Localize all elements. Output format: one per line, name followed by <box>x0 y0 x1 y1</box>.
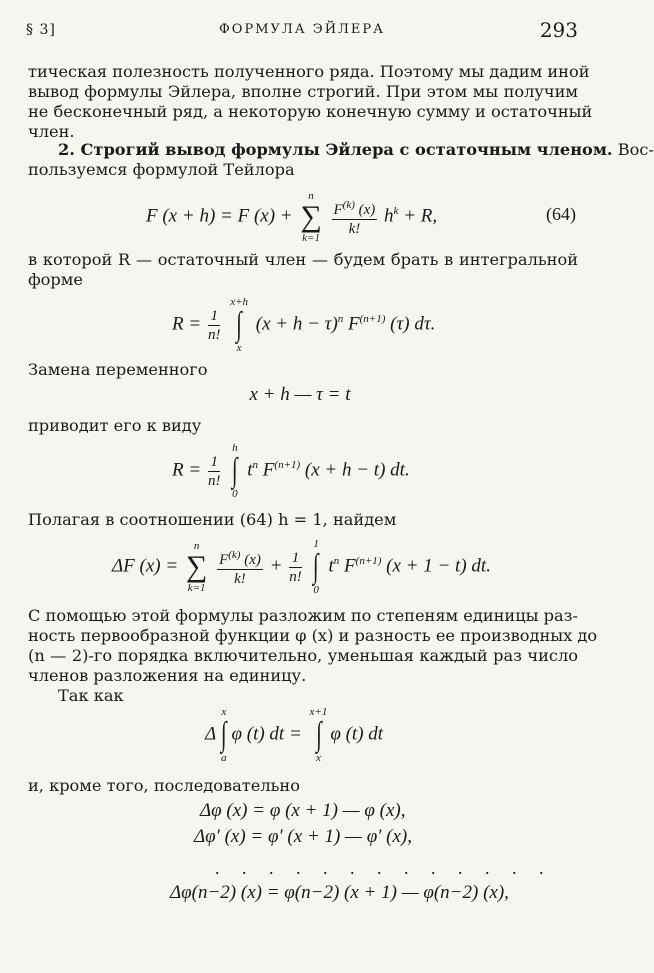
paragraph-since: Так как <box>58 686 124 705</box>
paragraph-intro: тическая полезность полученного ряда. Поэтому мы дадим иной вывод формулы Эйлера, вполне строгий. При этом мы получим не бесконечный ряд, а некоторую конечную сумму и остаточный член. <box>28 62 593 141</box>
paragraph-section-2: 2. Строгий вывод формулы Эйлера с остаточным членом. Вос- пользуемся формулой Тейлора <box>28 140 654 179</box>
paragraph-expansion: С помощью этой формулы разложим по степеням единицы раз- ность первообразной функции φ (x) и разность ее производных до (n — 2)-го порядка включительно, уменьшая каждый раз число членов разложения на единицу. <box>28 606 598 685</box>
section-heading: 2. Строгий вывод формулы Эйлера с остаточным членом. <box>58 140 613 159</box>
equation-delta-f: ΔF (x) = n ∑ k=1 $\frac{F^{(k)} (x)}{k!}$ + $\frac{1}{n!}$ 1 ∫ 0 $t^n$ $F^{(n+1)}$ (x + 1 − t) dt. <box>112 538 491 596</box>
equation-delta-integral: Δ x ∫ a φ (t) dt = x+1 ∫ x φ (t) dt <box>205 706 384 764</box>
equation-phi-n-minus-2-difference: Δφ(n−2) (x) = φ(n−2) (x + 1) — φ(n−2) (x), <box>170 882 509 903</box>
equation-ellipsis: . . . . . . . . . . . . . <box>215 858 553 878</box>
equation-phi-prime-difference: Δφ′ (x) = φ′ (x + 1) — φ′ (x), <box>194 826 412 847</box>
section-marker: § 3] <box>26 22 56 38</box>
paragraph-transform: приводит его к виду <box>28 416 202 435</box>
equation-number: (64) <box>546 204 576 224</box>
paragraph-setting-h: Полагая в соотношении (64) h = 1, найдем <box>28 510 397 529</box>
page-number: 293 <box>539 18 578 42</box>
page-header <box>26 18 578 48</box>
running-title: ФОРМУЛА ЭЙЛЕРА <box>219 22 385 37</box>
equation-phi-difference: Δφ (x) = φ (x + 1) — φ (x), <box>200 800 406 821</box>
equation-remainder-integral: R = $\frac{1}{n!}$ x+h ∫ x $(x + h - \tau)^n$ $F^{(n+1)}$ (τ) dτ. <box>172 296 436 354</box>
equation-substitution: x + h — τ = t <box>249 384 351 405</box>
equation-64: F (x + h) = F (x) + n ∑ k=1 $\frac{F^{(k)} (x)}{k!}$ $h^k + R$, (64) <box>146 190 576 244</box>
paragraph-substitution: Замена переменного <box>28 360 208 379</box>
paragraph-remainder: в которой R — остаточный член — будем брать в интегральной форме <box>28 250 578 289</box>
equation-remainder-substituted: R = $\frac{1}{n!}$ h ∫ 0 $t^n$ $F^{(n+1)}$ (x + h − t) dt. <box>172 442 410 500</box>
paragraph-moreover: и, кроме того, последовательно <box>28 776 300 795</box>
